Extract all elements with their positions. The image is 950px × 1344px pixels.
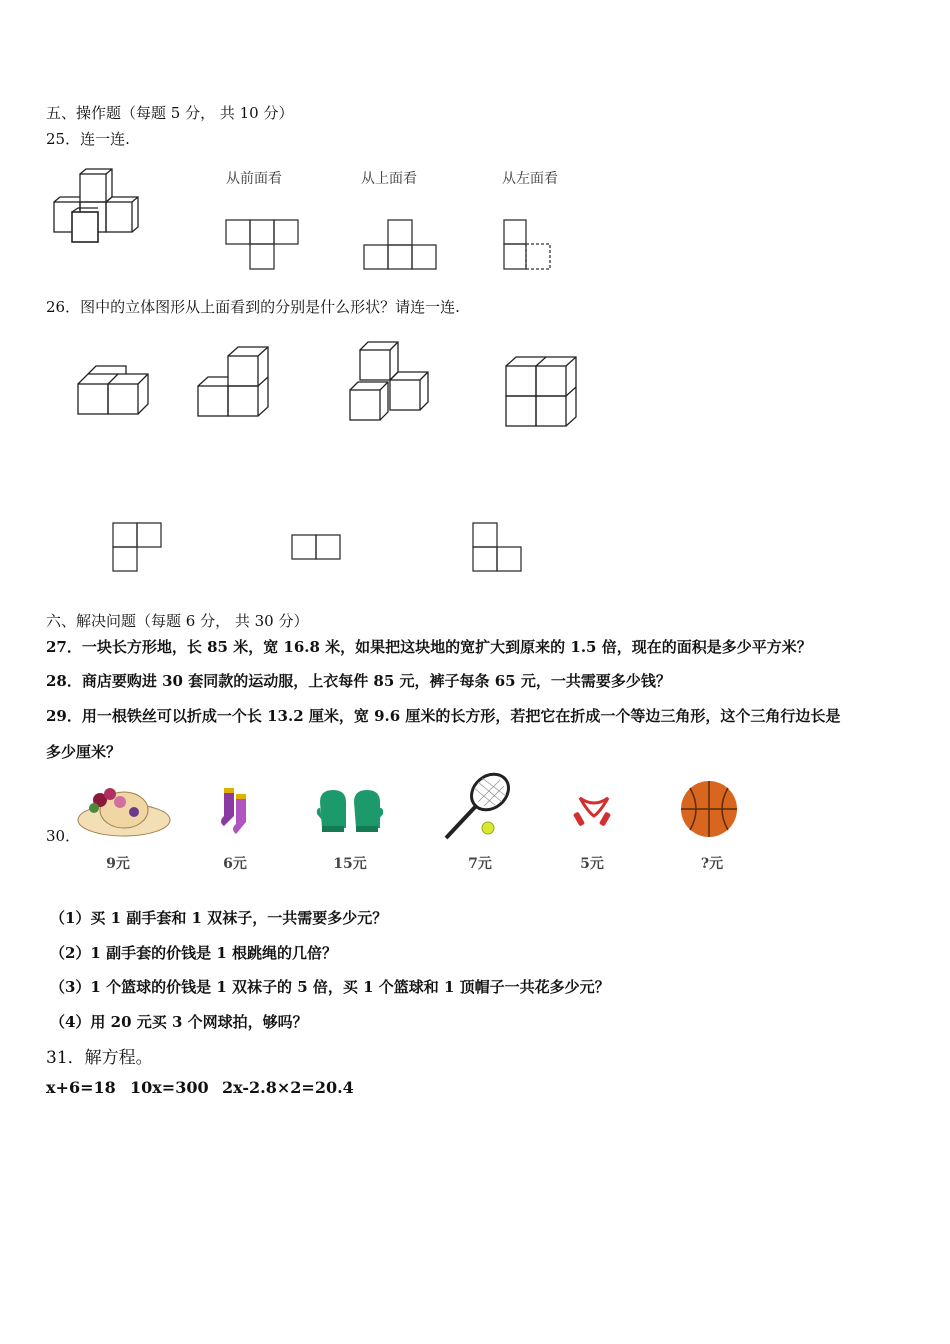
q26-solid-1 [76, 362, 156, 422]
price-basketball: ?元 [700, 856, 724, 872]
view-label-top: 从上面看 [361, 171, 417, 187]
q26-top-view-3 [472, 522, 524, 574]
q25-view-top [362, 218, 442, 273]
equation-1: x+6=18 [46, 1078, 116, 1097]
q25-solid-figure [50, 168, 150, 248]
section-5-heading: 五、操作题（每题 5 分， 共 10 分） [46, 104, 294, 122]
question-29-line-2: 多少厘米？ [46, 743, 122, 761]
price-jump-rope: 5元 [580, 856, 604, 872]
q26-solid-4 [504, 354, 584, 430]
jump-rope-icon [572, 792, 616, 828]
question-30-sub-1: （1）买 1 副手套和 1 双袜子，一共需要多少元？ [50, 909, 388, 927]
view-label-left: 从左面看 [502, 171, 558, 187]
question-30-sub-2: （2）1 副手套的价钱是 1 根跳绳的几倍？ [50, 944, 337, 962]
price-gloves: 15元 [333, 856, 367, 872]
q26-top-view-1 [112, 522, 164, 574]
equation-3: 2x-2.8×2=20.4 [222, 1078, 354, 1097]
tennis-racket-icon [442, 770, 518, 842]
q25-view-front [224, 218, 304, 273]
question-27: 27．一块长方形地，长 85 米，宽 16.8 米，如果把这块地的宽扩大到原来的 1.5 倍，现在的面积是多少平方米？ [46, 638, 812, 656]
q25-view-left [502, 218, 562, 273]
socks-icon [216, 786, 256, 838]
question-26: 26．图中的立体图形从上面看到的分别是什么形状？请连一连. [46, 298, 460, 316]
price-tennis-racket: 7元 [468, 856, 492, 872]
question-30-sub-4: （4）用 20 元买 3 个网球拍，够吗？ [50, 1013, 308, 1031]
question-31: 31．解方程。 [46, 1048, 153, 1068]
view-label-front: 从前面看 [226, 171, 282, 187]
price-socks: 6元 [223, 856, 247, 872]
q26-solid-2 [196, 346, 276, 422]
price-hat: 9元 [106, 856, 130, 872]
question-28: 28．商店要购进 30 套同款的运动服，上衣每件 85 元，裤子每条 65 元，一共需要多少钱？ [46, 672, 671, 690]
equation-2: 10x=300 [130, 1078, 209, 1097]
question-30-sub-3: （3）1 个篮球的价钱是 1 双袜子的 5 倍，买 1 个篮球和 1 顶帽子一共花多少元？ [50, 978, 610, 996]
hat-icon [76, 782, 172, 842]
question-25: 25．连一连. [46, 130, 130, 148]
question-30-number: 30． [46, 827, 81, 845]
q26-solid-3 [348, 340, 438, 424]
question-29-line-1: 29．用一根铁丝可以折成一个长 13.2 厘米，宽 9.6 厘米的长方形，若把它在折成一个等边三角形，这个三角行边长是 [46, 707, 841, 725]
section-6-heading: 六、解决问题（每题 6 分， 共 30 分） [46, 612, 309, 630]
basketball-icon [678, 778, 740, 840]
gloves-icon [316, 788, 384, 836]
q26-top-view-2 [291, 534, 343, 562]
